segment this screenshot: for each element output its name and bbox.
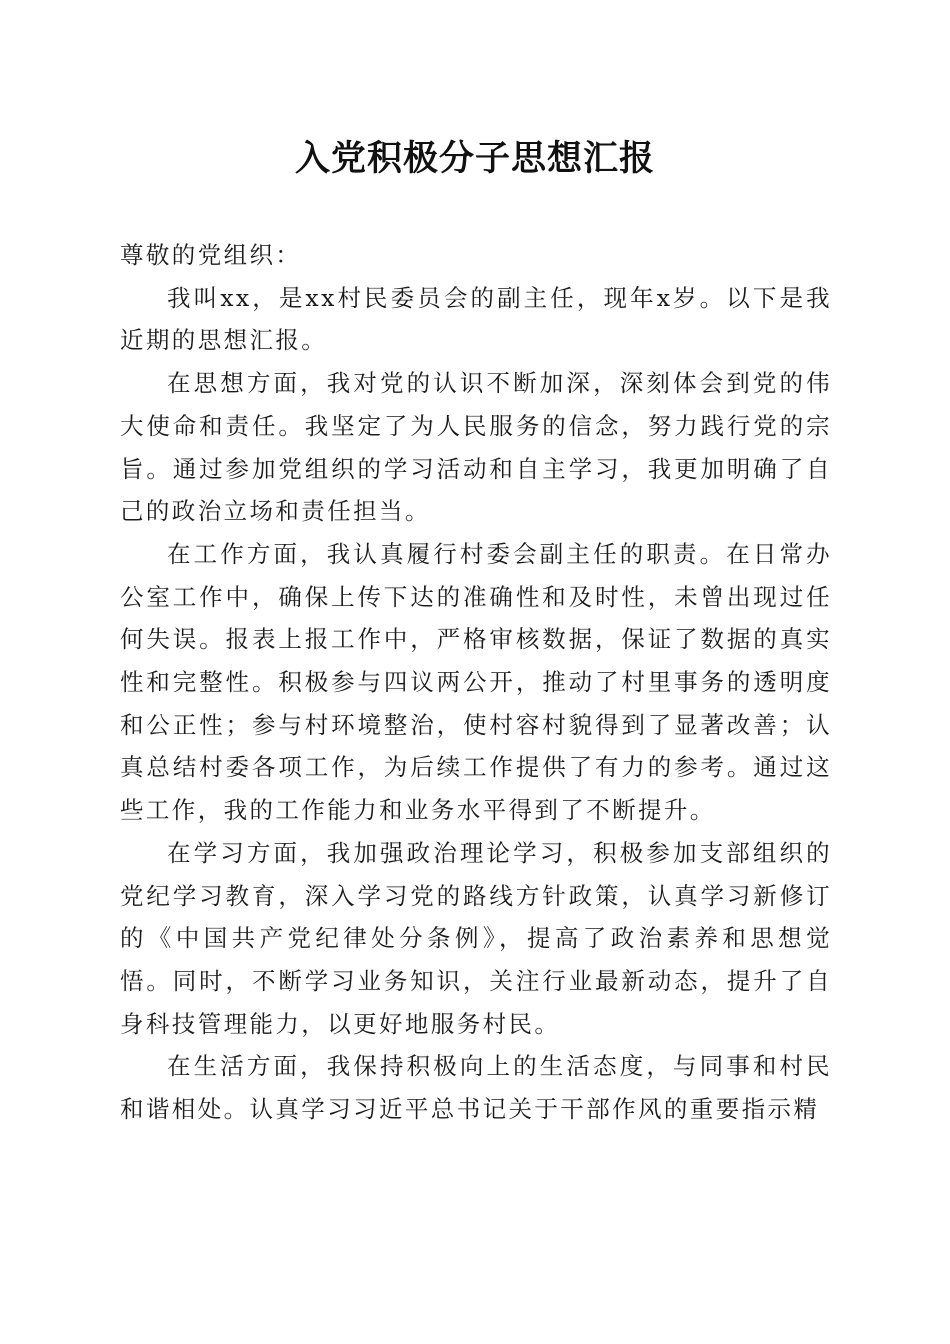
- document-title: 入党积极分子思想汇报: [294, 138, 655, 179]
- document-body: [120, 234, 832, 1131]
- paragraph-intro: 我叫xx，是xx村民委员会的副主任，现年x岁。以下是我近期的思想汇报。: [120, 283, 832, 355]
- salutation: 尊敬的党组织：: [120, 241, 302, 269]
- paragraph-study: 在学习方面，我加强政治理论学习，积极参加支部组织的党纪学习教育，深入学习党的路线方针政策，认真学习新修订的《中国共产党纪律处分条例》，提高了政治素养和思想觉悟。同时，不断学习业务知识，关注行业最新动态，提升了自身科技管理能力，以更好地服务村民。: [120, 838, 832, 1038]
- paragraph-work: 在工作方面，我认真履行村委会副主任的职责。在日常办公室工作中，确保上传下达的准确性和及时性，未曾出现过任何失误。报表上报工作中，严格审核数据，保证了数据的真实性和完整性。积极参与四议两公开，推动了村里事务的透明度和公正性；参与村环境整治，使村容村貌得到了显著改善；认真总结村委各项工作，为后续工作提供了有力的参考。通过这些工作，我的工作能力和业务水平得到了不断提升。: [120, 539, 832, 825]
- paragraph-life: 在生活方面，我保持积极向上的生活态度，与同事和村民和谐相处。认真学习习近平总书记关于干部作风的重要指示精: [120, 1052, 832, 1124]
- paragraph-thought: 在思想方面，我对党的认识不断加深，深刻体会到党的伟大使命和责任。我坚定了为人民服务的信念，努力践行党的宗旨。通过参加党组织的学习活动和自主学习，我更加明确了自己的政治立场和责任担当。: [120, 369, 832, 526]
